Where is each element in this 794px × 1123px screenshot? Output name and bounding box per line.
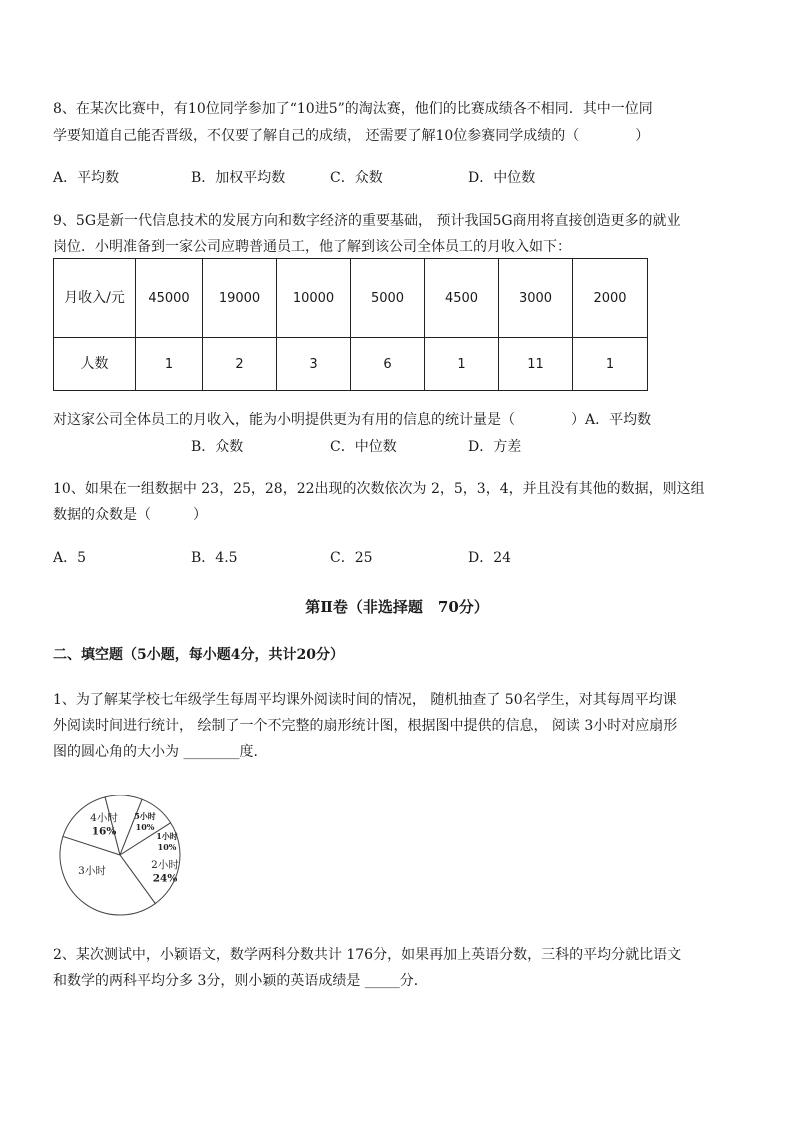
income-header-cell: 月收入/元 bbox=[54, 259, 136, 338]
count-row bbox=[54, 338, 648, 391]
pie-slice-label: 3小时 bbox=[78, 865, 106, 877]
q9-line2: 岗位．小明准备到一家公司应聘普通员工，他了解到该公司全体员工的月收入如下： bbox=[53, 239, 571, 255]
q9-option-c: C．中位数 bbox=[330, 439, 397, 455]
income-cell: 45000 bbox=[136, 259, 203, 338]
q8-line2: 学要知道自己能否晋级，不仅要了解自己的成绩， 还需要了解10位参赛同学成绩的（ ） bbox=[53, 128, 650, 144]
pie-slice-value: 16% bbox=[91, 825, 117, 838]
count-header-cell: 人数 bbox=[54, 338, 136, 391]
count-cell: 6 bbox=[351, 338, 425, 391]
pie-slice-value: 24% bbox=[152, 872, 178, 885]
f2-line1: 2、某次测试中，小颖语文，数学两科分数共计 176分，如果再加上英语分数，三科的平均分就比语文 bbox=[53, 947, 682, 963]
f1-line3: 图的圆心角的大小为 ________度． bbox=[53, 744, 268, 760]
q10-option-b: B．4.5 bbox=[191, 550, 238, 566]
income-cell: 4500 bbox=[425, 259, 499, 338]
count-cell: 11 bbox=[499, 338, 573, 391]
income-cell: 5000 bbox=[351, 259, 425, 338]
q9-line3: 对这家公司全体员工的月收入，能为小明提供更为有用的信息的统计量是（ ）A．平均数 bbox=[53, 412, 652, 428]
q9-option-d: D．方差 bbox=[468, 439, 522, 455]
q8-line1: 8、在某次比赛中，有10位同学参加了“10进5”的淘汰赛，他们的比赛成绩各不相同．其中一位同 bbox=[53, 101, 653, 117]
q8-option-b: B．加权平均数 bbox=[191, 170, 286, 186]
pie-slice-label: 4小时 bbox=[90, 812, 118, 824]
f2-line2: 和数学的两科平均分多 3分，则小颖的英语成绩是 _____分． bbox=[53, 973, 428, 989]
count-cell: 1 bbox=[573, 338, 648, 391]
income-cell: 10000 bbox=[277, 259, 351, 338]
income-table bbox=[53, 258, 648, 391]
f1-line2: 外阅读时间进行统计， 绘制了一个不完整的扇形统计图，根据图中提供的信息， 阅读 3小时对应扇形 bbox=[53, 718, 678, 734]
q10-line1: 10、如果在一组数据中 23，25，28，22出现的次数依次为 2，5，3，4，并且没有其他的数据，则这组 bbox=[53, 481, 705, 497]
count-cell: 1 bbox=[136, 338, 203, 391]
q10-option-a: A．5 bbox=[53, 550, 87, 566]
pie-slice-value: 10% bbox=[157, 842, 177, 852]
q8-option-a: A．平均数 bbox=[53, 170, 120, 186]
count-cell: 3 bbox=[277, 338, 351, 391]
pie-slice-label: 2小时 bbox=[151, 859, 179, 871]
pie-slice-value: 10% bbox=[135, 822, 155, 832]
q8-option-d: D．中位数 bbox=[468, 170, 536, 186]
f1-line1: 1、为了解某学校七年级学生每周平均课外阅读时间的情况， 随机抽查了 50名学生，对其每周平均课 bbox=[53, 692, 677, 708]
count-cell: 1 bbox=[425, 338, 499, 391]
q8-option-c: C．众数 bbox=[330, 170, 383, 186]
section2-heading: 二、填空题（5小题，每小题4分，共计20分） bbox=[53, 647, 344, 663]
q9-option-b: B．众数 bbox=[191, 439, 244, 455]
income-row bbox=[54, 259, 648, 338]
pie-slice-label: 1小时 bbox=[156, 831, 178, 841]
q10-line2: 数据的众数是（ ） bbox=[53, 507, 207, 523]
income-cell: 2000 bbox=[573, 259, 648, 338]
q9-line1: 9、5G是新一代信息技术的发展方向和数字经济的重要基础， 预计我国5G商用将直接创造更多的就业 bbox=[53, 213, 681, 229]
count-cell: 2 bbox=[203, 338, 277, 391]
q10-option-d: D．24 bbox=[468, 550, 512, 566]
pie-slice-label: 5小时 bbox=[134, 811, 156, 821]
part2-title: 第Ⅱ卷（非选择题 70分） bbox=[305, 598, 489, 616]
pie-chart bbox=[55, 795, 190, 920]
income-cell: 3000 bbox=[499, 259, 573, 338]
income-cell: 19000 bbox=[203, 259, 277, 338]
q10-option-c: C．25 bbox=[330, 550, 373, 566]
